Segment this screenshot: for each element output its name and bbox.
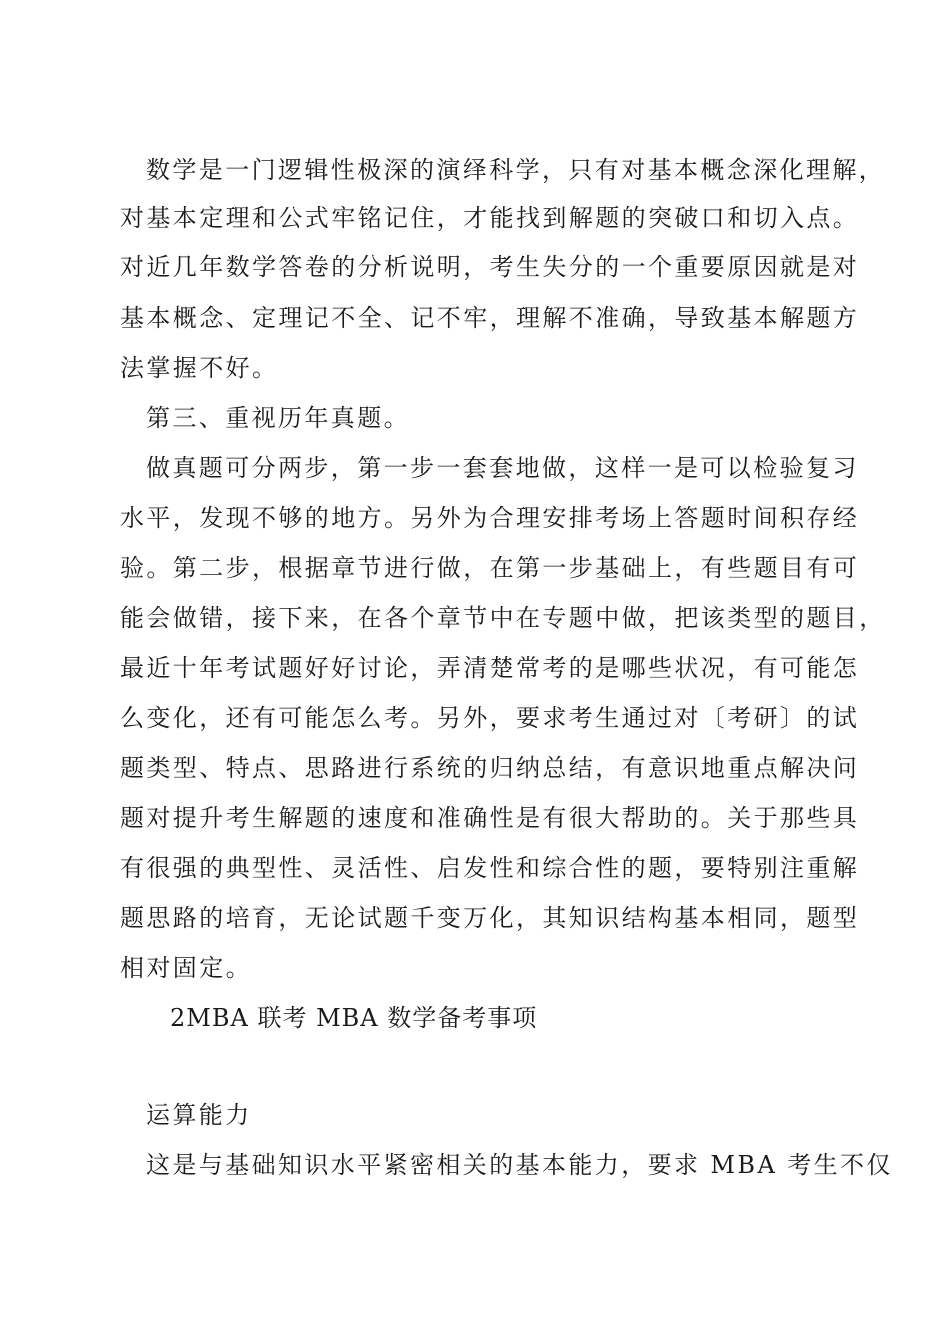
paragraph-line: 验。第二步，根据章节进行做，在第一步基础上，有些题目有可 — [120, 554, 860, 582]
paragraph-line: 这是与基础知识水平紧密相关的基本能力，要求 MBA 考生不仅 — [146, 1151, 893, 1179]
section-heading: 2MBA 联考 MBA 数学备考事项 — [170, 1004, 538, 1032]
paragraph-line: 水平，发现不够的地方。另外为合理安排考场上答题时间积存经 — [120, 504, 860, 532]
paragraph-line: 么变化，还有可能怎么考。另外，要求考生通过对〔考研〕的试 — [120, 704, 860, 732]
paragraph-line: 最近十年考试题好好讨论，弄清楚常考的是哪些状况，有可能怎 — [120, 654, 860, 682]
section-title: 第三、重视历年真题。 — [146, 404, 410, 432]
paragraph-line: 法掌握不好。 — [120, 354, 279, 382]
paragraph-line: 题思路的培育，无论试题千变万化，其知识结构基本相同，题型 — [120, 904, 860, 932]
paragraph-line: 题类型、特点、思路进行系统的归纳总结，有意识地重点解决问 — [120, 754, 860, 782]
paragraph-line: 做真题可分两步，第一步一套套地做，这样一是可以检验复习 — [146, 454, 859, 482]
paragraph-line: 对基本定理和公式牢铭记住，才能找到解题的突破口和切入点。 — [120, 204, 860, 232]
paragraph-line: 数学是一门逻辑性极深的演绎科学，只有对基本概念深化理解， — [146, 156, 886, 184]
paragraph-line: 能会做错，接下来，在各个章节中在专题中做，把该类型的题目， — [120, 604, 886, 632]
subheading: 运算能力 — [146, 1101, 252, 1129]
paragraph-line: 题对提升考生解题的速度和准确性是有很大帮助的。关于那些具 — [120, 804, 860, 832]
paragraph-line: 基本概念、定理记不全、记不牢，理解不准确，导致基本解题方 — [120, 304, 860, 332]
paragraph-line: 对近几年数学答卷的分析说明，考生失分的一个重要原因就是对 — [120, 253, 860, 281]
paragraph-line: 相对固定。 — [120, 954, 252, 982]
paragraph-line: 有很强的典型性、灵活性、启发性和综合性的题，要特别注重解 — [120, 854, 860, 882]
